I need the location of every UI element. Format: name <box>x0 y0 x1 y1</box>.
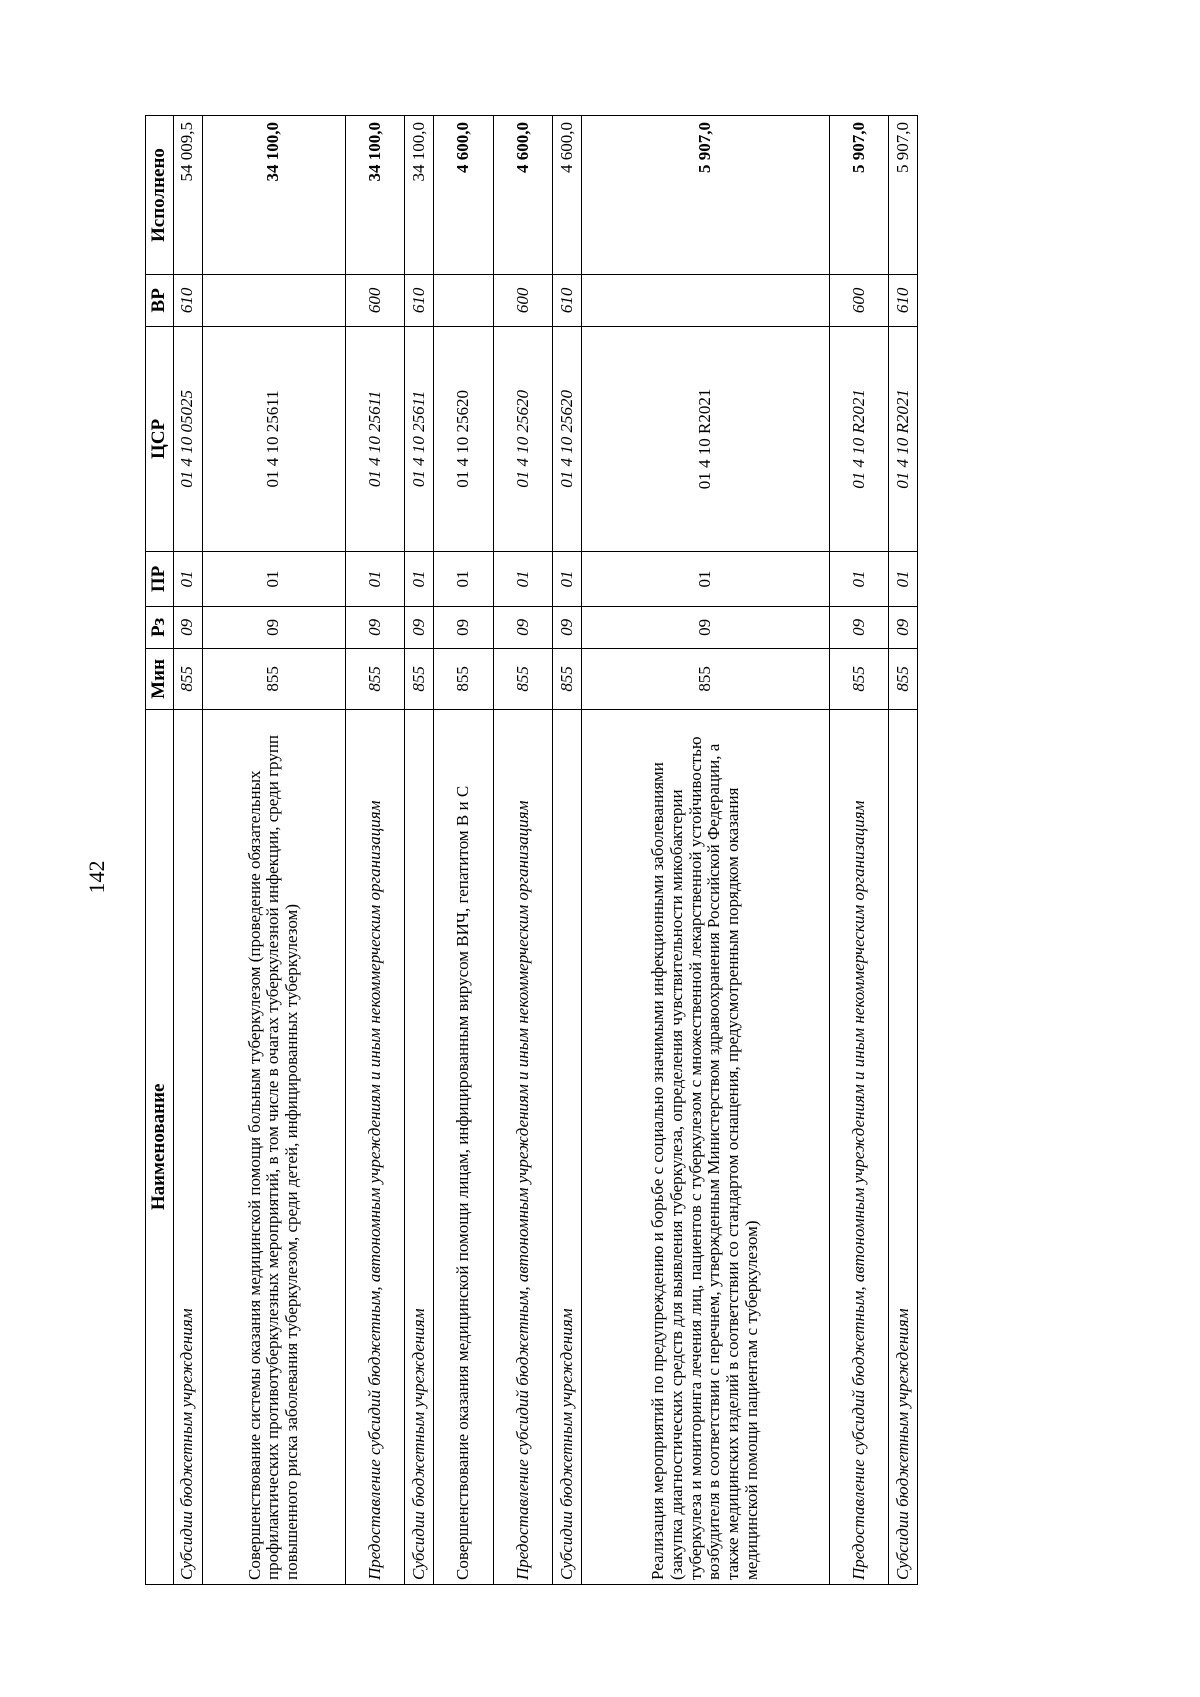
cell-name: Предоставление субсидий бюджетным, автономным учреждениям и иным некоммерческим организациям <box>829 709 889 1584</box>
header-vr: ВР <box>146 275 174 326</box>
cell-name: Совершенствование оказания медицинской помощи лицам, инфицированным вирусом ВИЧ, гепатитом В и С <box>434 709 494 1584</box>
cell-pr: 01 <box>405 552 434 607</box>
cell-name: Предоставление субсидий бюджетным, автономным учреждениям и иным некоммерческим организациям <box>345 709 405 1584</box>
cell-min: 855 <box>889 649 918 710</box>
cell-name: Реализация мероприятий по предупреждению и борьбе с социально значимыми инфекционными заболеваниями (закупка диагностических средств для выявления туберкулеза, определения чувствительности микобактерии туберкулеза и мониторинга лечения лиц, пациентов с туберкулезом с множественной лекарственной устойчивостью возбудителя в соответствии с перечнем, утвержденным Министерством здравоохранения Российской Федерации, а также медицинских изделий в соответствии со стандартом оснащения, предусмотренным порядком оказания медицинской помощи пациентам с туберкулезом) <box>581 709 829 1584</box>
cell-min: 855 <box>345 649 405 710</box>
cell-vr: 600 <box>829 275 889 326</box>
cell-rz: 09 <box>202 606 345 648</box>
cell-vr: 610 <box>174 275 203 326</box>
header-pr: ПР <box>146 552 174 607</box>
cell-pr: 01 <box>493 552 553 607</box>
header-csr: ЦСР <box>146 326 174 552</box>
cell-csr: 01 4 10 25620 <box>434 326 494 552</box>
cell-pr: 01 <box>553 552 582 607</box>
cell-min: 855 <box>553 649 582 710</box>
cell-csr: 01 4 10 05025 <box>174 326 203 552</box>
cell-rz: 09 <box>581 606 829 648</box>
cell-done: 34 100,0 <box>202 116 345 275</box>
table-header-row <box>146 116 174 1585</box>
cell-min: 855 <box>829 649 889 710</box>
table-row <box>493 116 553 1585</box>
cell-pr: 01 <box>345 552 405 607</box>
cell-vr: 610 <box>553 275 582 326</box>
cell-done: 4 600,0 <box>493 116 553 275</box>
cell-csr: 01 4 10 25620 <box>553 326 582 552</box>
table-row <box>405 116 434 1585</box>
table-row <box>553 116 582 1585</box>
header-done: Исполнено <box>146 116 174 275</box>
cell-name: Субсидии бюджетным учреждениям <box>405 709 434 1584</box>
cell-min: 855 <box>202 649 345 710</box>
cell-rz: 09 <box>553 606 582 648</box>
cell-csr: 01 4 10 R2021 <box>581 326 829 552</box>
table-row <box>434 116 494 1585</box>
cell-name: Субсидии бюджетным учреждениям <box>553 709 582 1584</box>
table-row <box>581 116 829 1585</box>
budget-table-container <box>145 115 918 1585</box>
cell-pr: 01 <box>434 552 494 607</box>
cell-min: 855 <box>174 649 203 710</box>
cell-pr: 01 <box>202 552 345 607</box>
cell-csr: 01 4 10 25611 <box>202 326 345 552</box>
cell-done: 5 907,0 <box>829 116 889 275</box>
page-number: 142 <box>84 860 109 894</box>
cell-vr: 610 <box>889 275 918 326</box>
cell-min: 855 <box>581 649 829 710</box>
cell-pr: 01 <box>581 552 829 607</box>
cell-rz: 09 <box>434 606 494 648</box>
cell-rz: 09 <box>829 606 889 648</box>
cell-done: 5 907,0 <box>581 116 829 275</box>
cell-vr: 610 <box>405 275 434 326</box>
cell-name: Субсидии бюджетным учреждениям <box>174 709 203 1584</box>
budget-table <box>145 115 918 1585</box>
cell-pr: 01 <box>174 552 203 607</box>
cell-min: 855 <box>434 649 494 710</box>
cell-rz: 09 <box>174 606 203 648</box>
cell-vr <box>434 275 494 326</box>
cell-csr: 01 4 10 R2021 <box>829 326 889 552</box>
cell-rz: 09 <box>889 606 918 648</box>
cell-done: 4 600,0 <box>434 116 494 275</box>
cell-csr: 01 4 10 25611 <box>405 326 434 552</box>
cell-name: Субсидии бюджетным учреждениям <box>889 709 918 1584</box>
cell-done: 34 100,0 <box>405 116 434 275</box>
cell-vr: 600 <box>493 275 553 326</box>
cell-done: 54 009,5 <box>174 116 203 275</box>
table-row <box>345 116 405 1585</box>
table-row <box>202 116 345 1585</box>
cell-name: Совершенствование системы оказания медицинской помощи больным туберкулезом (проведение обязательных профилактических противотуберкулезных мероприятий, в том числе в очагах туберкулезной инфекции, среди групп повышенного риска заболевания туберкулезом, среди детей, инфицированных туберкулезом) <box>202 709 345 1584</box>
cell-vr <box>202 275 345 326</box>
cell-csr: 01 4 10 R2021 <box>889 326 918 552</box>
cell-csr: 01 4 10 25620 <box>493 326 553 552</box>
cell-csr: 01 4 10 25611 <box>345 326 405 552</box>
cell-done: 4 600,0 <box>553 116 582 275</box>
cell-rz: 09 <box>405 606 434 648</box>
cell-min: 855 <box>405 649 434 710</box>
header-name: Наименование <box>146 709 174 1584</box>
header-min: Мин <box>146 649 174 710</box>
cell-done: 34 100,0 <box>345 116 405 275</box>
table-row <box>829 116 889 1585</box>
cell-min: 855 <box>493 649 553 710</box>
cell-rz: 09 <box>345 606 405 648</box>
cell-done: 5 907,0 <box>889 116 918 275</box>
cell-pr: 01 <box>829 552 889 607</box>
cell-name: Предоставление субсидий бюджетным, автономным учреждениям и иным некоммерческим организациям <box>493 709 553 1584</box>
table-row <box>174 116 203 1585</box>
table-row <box>889 116 918 1585</box>
cell-pr: 01 <box>889 552 918 607</box>
cell-vr <box>581 275 829 326</box>
header-rz: Рз <box>146 606 174 648</box>
cell-rz: 09 <box>493 606 553 648</box>
cell-vr: 600 <box>345 275 405 326</box>
